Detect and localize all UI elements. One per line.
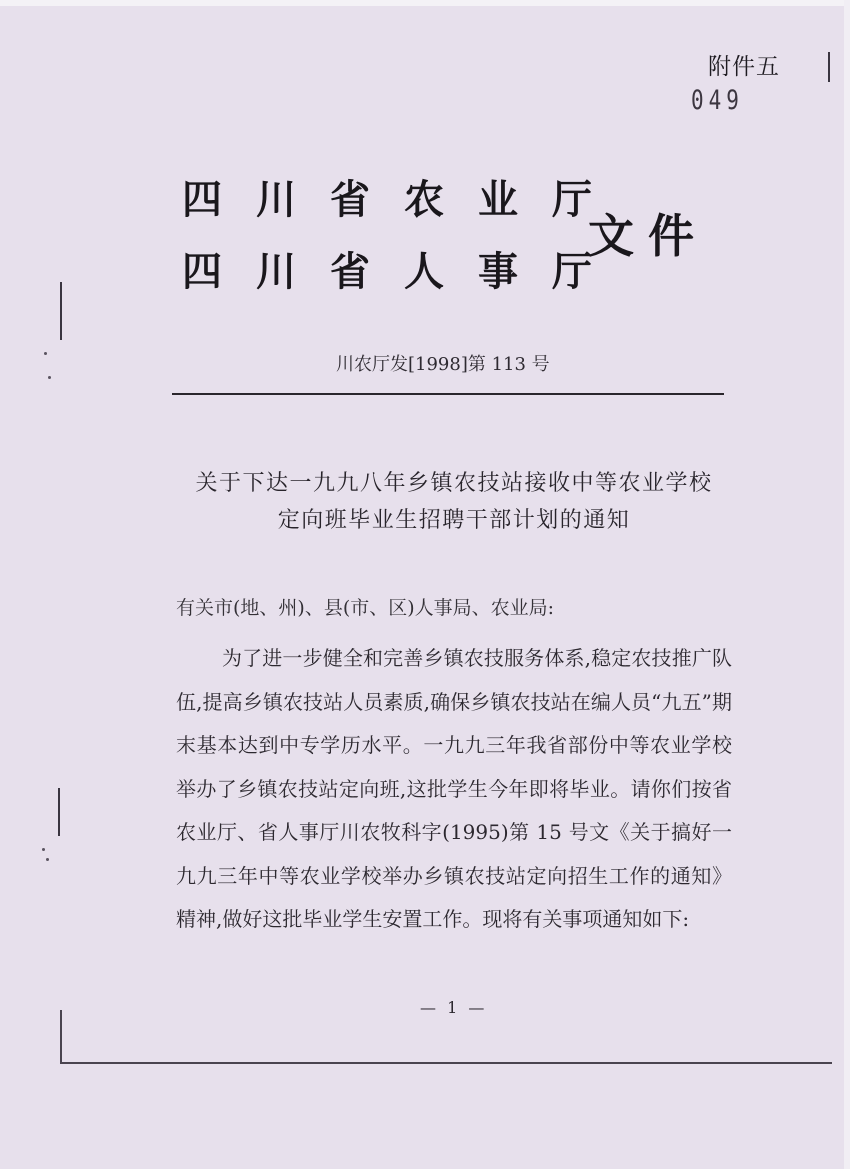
page-edge-shadow [62,1062,832,1064]
issuer-agriculture: 四川省农业厅 [182,176,626,223]
document-number: 川农厅发[1998]第 113 号 [336,354,550,375]
scan-speck [42,848,45,851]
title-line: 定向班毕业生招聘干部计划的通知 [277,508,631,533]
page-number: — 1 — [420,998,488,1017]
issuer-personnel: 四川省人事厅 [182,248,626,295]
binding-mark [60,282,62,340]
binding-mark [58,788,60,836]
scan-speck [46,858,49,861]
body-paragraph: 为了进一步健全和完善乡镇农技服务体系,稳定农技推广队伍,提高乡镇农技站人员素质,确保乡镇农技站在编人员“九五”期末基本达到中专学历水平。一九九三年我省部份中等农业学校举办了乡镇农技站定向班,这批学生今年即将毕业。请你们按省农业厅、省人事厅川农牧科字(1995)第 15 号文《关于搞好一九九三年中等农业学校举办乡镇农技站定向招生工作的通知》精神,做好这批毕业学生安置工作。现将有关事项通知如下: [176,646,732,931]
scan-speck [48,376,51,379]
scan-speck [44,352,47,355]
page-edge-shadow [60,1010,62,1064]
scan-edge-top [0,0,850,6]
salutation: 有关市(地、州)、县(市、区)人事局、农业局: [176,597,555,619]
binding-mark [828,52,830,82]
notice-title [176,465,732,539]
archive-number: 049 [691,85,744,115]
document-type: 文件 [588,209,708,263]
header-divider [172,393,724,395]
title-line: 关于下达一九九八年乡镇农技站接收中等农业学校 [195,471,713,496]
attachment-label: 附件五 [708,54,780,80]
scan-edge-right [844,0,850,1169]
notice-body [176,637,732,942]
